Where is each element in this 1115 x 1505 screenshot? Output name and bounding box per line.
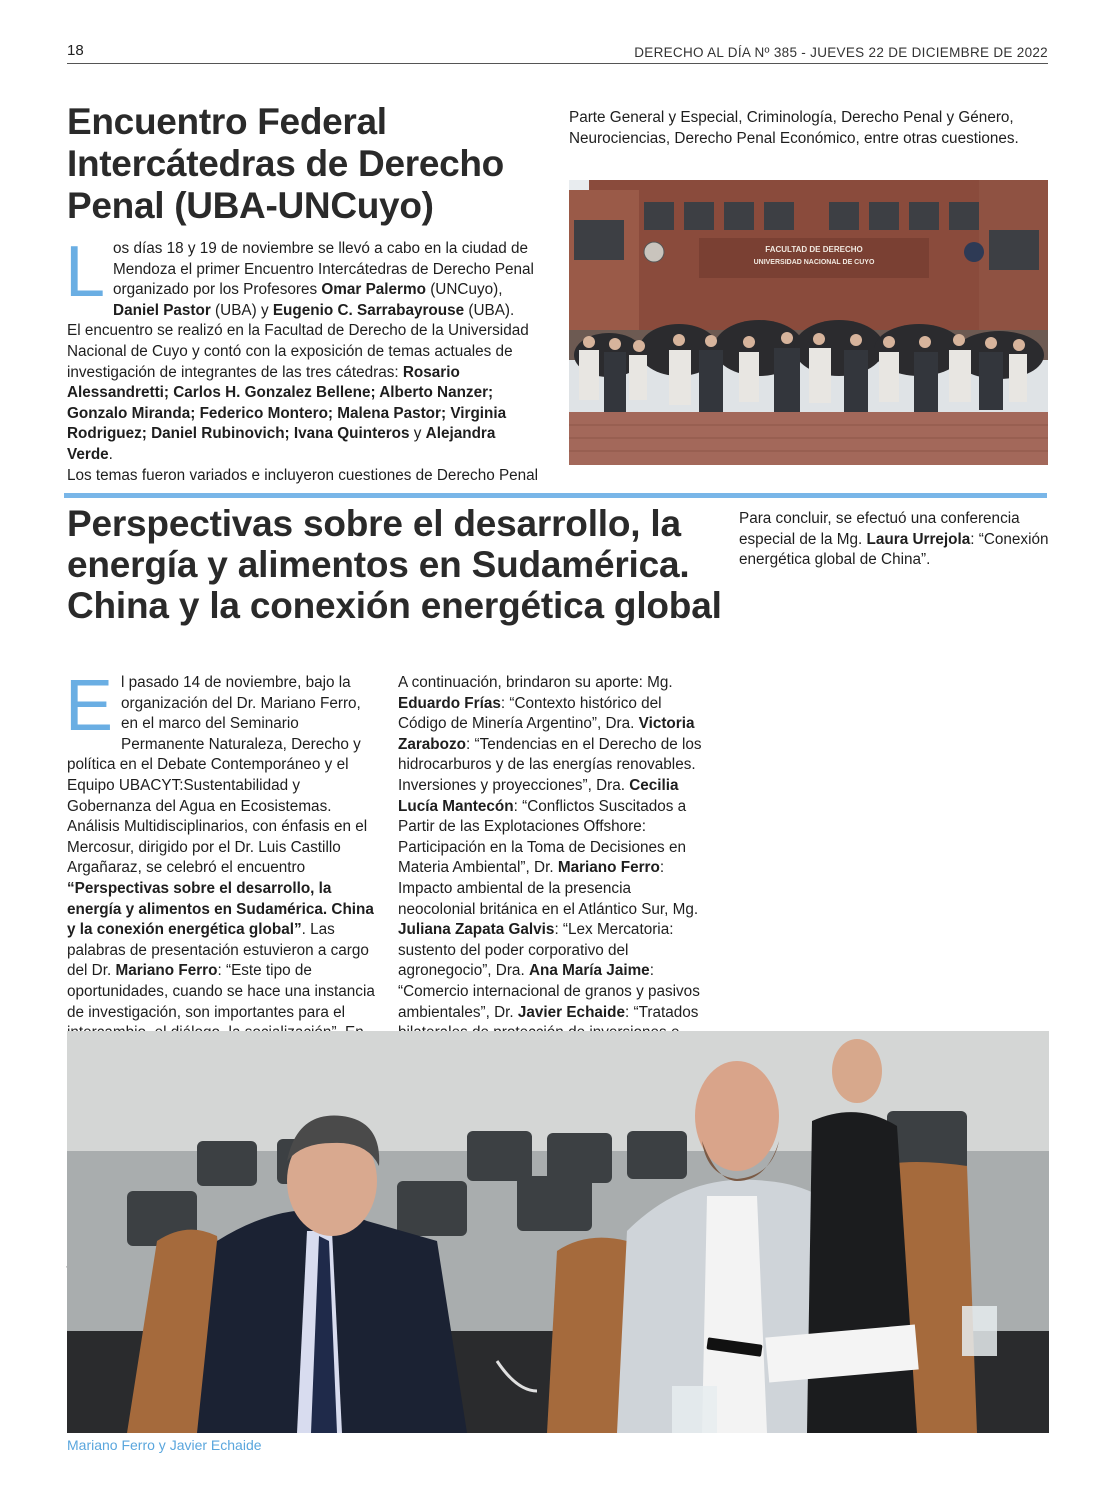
text-run-0: El encuentro se realizó en la Facultad de Derecho de la Universidad Nacional de Cuyo y contó con la exposición de temas actuales de investigación de integrantes de las tres cátedras:	[67, 322, 529, 381]
bold-run-1: Laura Urrejola	[866, 530, 971, 548]
text-run-6: : “Conflictos Suscitados a Partir de las Explotaciones Offshore: Participación en la Toma de Decisiones en Materia Ambiental”, Dr.	[398, 797, 687, 877]
text-run-0: os días 18 y 19 de noviembre se llevó a cabo en la ciudad de Mendoza el primer Encuentro Intercátedras de Derecho Penal organizado por los Profesores	[113, 240, 534, 299]
text-run-2: . Las palabras de presentación estuvieron a cargo del Dr.	[67, 921, 369, 980]
bold-run-3: Alejandra Verde	[67, 425, 496, 463]
article1-continuation: Parte General y Especial, Criminología, Derecho Penal y Género, Neurociencias, Derecho Penal Económico, entre otras cuestiones.	[569, 109, 1019, 147]
text-run-0: l pasado 14 de noviembre, bajo la organización del Dr. Mariano Ferro, en el marco del Seminario Permanente Naturaleza, Derecho y política en el Debate Contemporáneo y el Equipo UBACYT:Sustentabilidad y Gobernanza del Agua en Ecosistemas. Análisis Multidisciplinarios, con énfasis en el Mercosur, dirigido por el Dr. Luis Castillo Argañaraz, se celebró el encuentro	[67, 674, 368, 877]
text-run-4: : “Tendencias en el Derecho de los hidrocarburos y de las energías renovables. Inversiones y proyecciones”, Dra.	[398, 735, 702, 794]
group-photo	[569, 180, 1048, 465]
text-run-4: : “Este tipo de oportunidades, cuando se hace una instancia de investigación, son importantes para el	[67, 962, 375, 1021]
seminar-photo	[67, 1031, 1049, 1433]
article2-paragraph-3	[739, 509, 1051, 571]
text-run-6: (UBA).	[464, 301, 515, 319]
text-run-10: : “Lex Mercatoria: sustento del poder corporativo del agronegocio”, Dra.	[398, 921, 674, 980]
building-sign-line-1: FACULTAD DE DERECHO	[765, 245, 863, 254]
bold-run-1: Omar Palermo	[321, 281, 426, 299]
text-run-0: Para concluir, se efectuó una conferencia especial de la Mg.	[739, 510, 1020, 548]
page-number: 18	[67, 42, 84, 59]
section-separator	[64, 493, 1047, 498]
bold-run-1: Eduardo Frías	[398, 694, 501, 712]
bold-run-9: Juliana Zapata Galvis	[398, 921, 555, 939]
article2-column-3	[739, 509, 1051, 571]
photo-caption: Mariano Ferro y Javier Echaide	[67, 1437, 262, 1453]
bold-run-5: Eugenio C. Sarrabayrouse	[272, 301, 465, 319]
text-run-2: y	[409, 425, 426, 443]
text-run-4: .	[108, 445, 113, 463]
running-head: DERECHO AL DÍA Nº 385 - JUEVES 22 DE DICIEMBRE DE 2022	[634, 45, 1048, 60]
text-run-4: (UBA) y	[210, 301, 273, 319]
article1-drop-cap: L	[65, 232, 106, 312]
bold-run-3: Mariano Ferro	[115, 962, 218, 980]
bold-run-3: Daniel Pastor	[113, 301, 211, 319]
article2-title: Perspectivas sobre el desarrollo, la energía y alimentos en Sudamérica. China y la conexión energética global	[67, 503, 722, 626]
bold-run-7: Mariano Ferro	[557, 859, 660, 877]
building-sign-line-2: UNIVERSIDAD NACIONAL DE CUYO	[753, 259, 875, 266]
bold-run-11: Ana María Jaime	[528, 962, 650, 980]
text-run-8: : Impacto ambiental de la presencia neocolonial británica en el Atlántico Sur, Mg.	[398, 859, 699, 918]
text-run-2: : “Contexto histórico del Código de Minería Argentino”, Dra.	[398, 694, 662, 733]
header-rule	[67, 63, 1048, 64]
text-run-2: : “Conexión energética global de China”.	[739, 530, 1049, 569]
article2-drop-cap: E	[65, 666, 114, 746]
article1-body	[65, 232, 545, 486]
article1-title: Encuentro Federal Intercátedras de Derecho Penal (UBA-UNCuyo)	[67, 101, 504, 226]
text-run-14: : “Tratados	[625, 1003, 699, 1021]
article1-paragraph-3: Los temas fueron variados e incluyeron cuestiones de Derecho Penal	[67, 466, 539, 484]
text-run-0: A continuación, brindaron su aporte: Mg.	[398, 674, 673, 691]
bold-run-5: Cecilia Lucía Mantecón	[398, 776, 679, 815]
bold-run-1: Rosario Alessandretti; Carlos H. Gonzalez Bellene; Alberto Nanzer; Gonzalo Miranda; Federico Montero; Malena Pastor; Virginia Rodriguez; Daniel Rubinovich; Ivana Quinteros	[67, 363, 507, 443]
text-run-2: (UNCuyo),	[425, 281, 503, 299]
bold-run-13: Javier Echaide	[517, 1003, 626, 1021]
text-run-12: : “Comercio internacional de granos y pasivos ambientales”, Dr.	[398, 962, 700, 1021]
article1-paragraph-2	[67, 321, 545, 465]
bold-run-1: “Perspectivas sobre el desarrollo, la energía y alimentos en Sudamérica. China y la conexión energética global”	[67, 879, 374, 939]
article1-paragraph-1	[65, 232, 545, 321]
bold-run-3: Victoria Zarabozo	[398, 715, 695, 753]
